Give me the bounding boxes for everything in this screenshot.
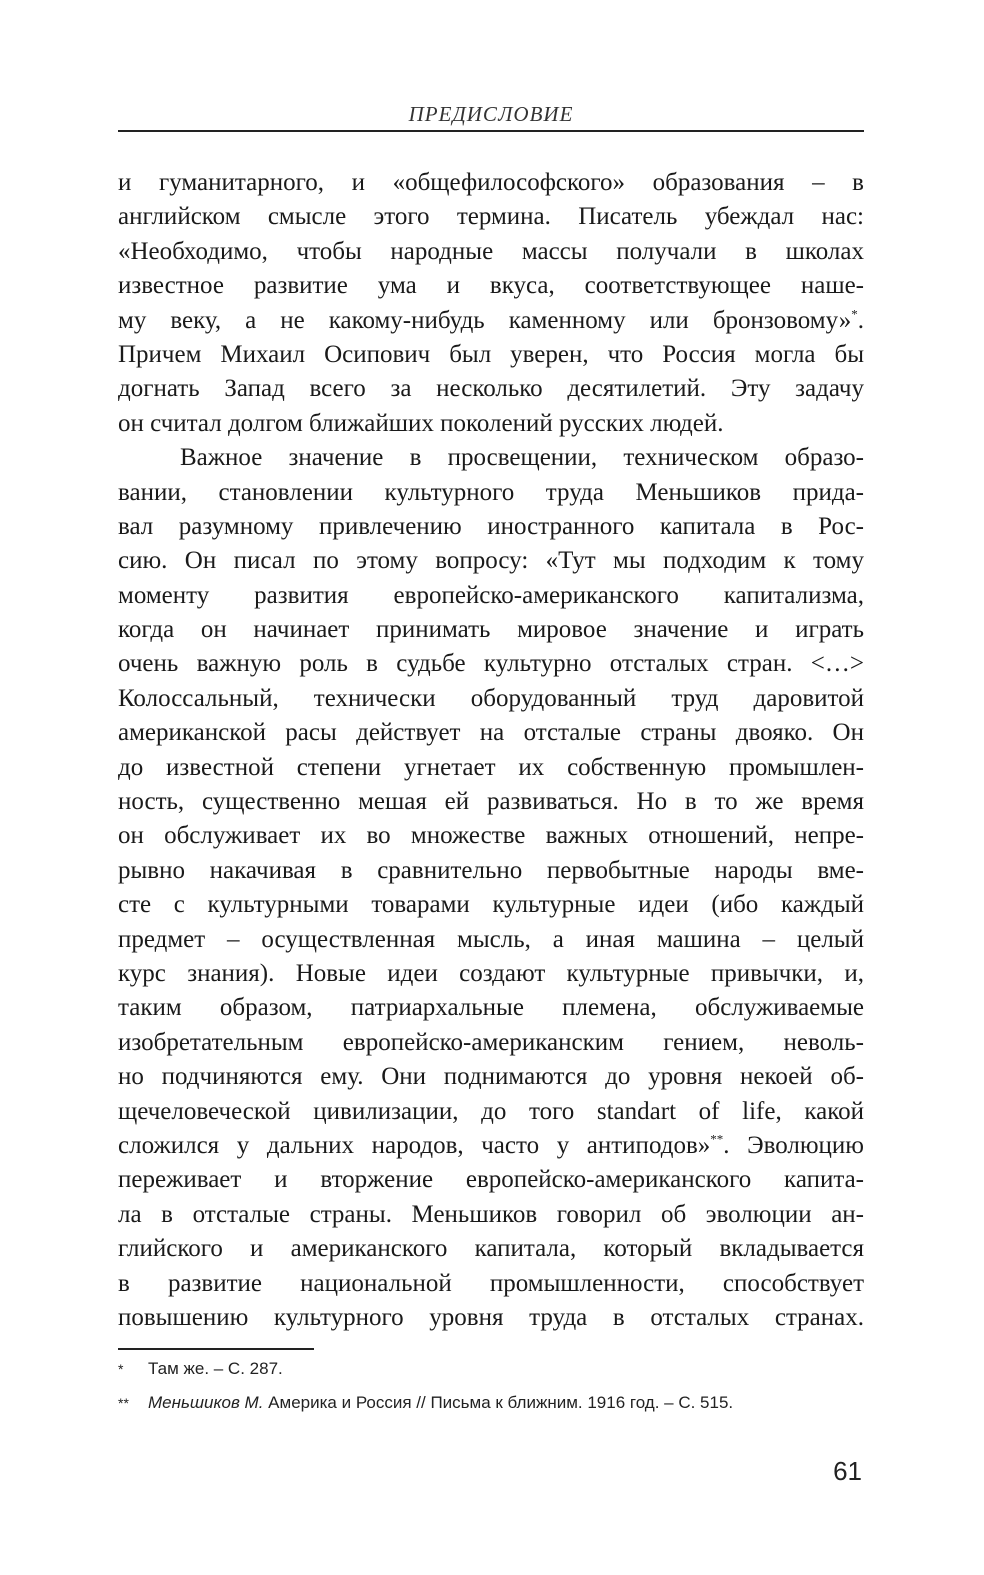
text-line: американской расы действует на отсталые страны двояко. Он: [118, 719, 864, 747]
text-line: очень важную роль в судьбе культурно отсталых стран. <…>: [118, 650, 864, 678]
footnote-text: Америка и Россия // Письма к ближним. 1916 год. – С. 515.: [263, 1393, 734, 1412]
text-line: рывно накачивая в сравнительно первобытные народы вме-: [118, 856, 864, 884]
footnotes: [118, 1354, 864, 1422]
text-line: Причем Михаил Осипович был уверен, что Россия могла бы: [118, 340, 864, 368]
text-line: сте с культурными товарами культурные идеи (ибо каждый: [118, 891, 864, 919]
text-line: ность, существенно мешая ей развиваться. Но в то же время: [118, 788, 864, 816]
text-line: до известной степени угнетает их собственную промышлен-: [118, 753, 864, 781]
text-line: известное развитие ума и вкуса, соответствующее наше-: [118, 272, 864, 300]
text-segment: му веку, а не какому-нибудь каменному или бронзовому»: [118, 306, 852, 334]
text-line: вал разумному привлечению иностранного капитала в Рос-: [118, 512, 864, 540]
text-line: курс знания). Новые идеи создают культурные привычки, и,: [118, 959, 864, 987]
text-line-indented: Важное значение в просвещении, техническом образо-: [180, 444, 864, 472]
text-line: моменту развития европейско-американского капитализма,: [118, 581, 864, 609]
text-line: щечеловеческой цивилизации, до того standart of life, какой: [118, 1097, 864, 1125]
body-text: [118, 166, 864, 1335]
text-line: предмет – осуществленная мысль, а иная машина – целый: [118, 925, 864, 953]
footnote-marker: **: [118, 1395, 129, 1411]
text-line: вании, становлении культурного труда Меньшиков прида-: [118, 478, 864, 506]
text-line: английском смысле этого термина. Писатель убеждал нас:: [118, 203, 864, 231]
text-line: он обслуживает их во множестве важных отношений, непре-: [118, 822, 864, 850]
page-number: 61: [833, 1456, 862, 1486]
text-line: переживает и вторжение европейско-американского капита-: [118, 1166, 864, 1194]
text-segment: .: [857, 306, 864, 334]
footnote-item: [118, 1388, 864, 1422]
footnote-item: [118, 1354, 864, 1388]
running-header: [118, 100, 864, 132]
footnote-author: Меньшиков М.: [148, 1393, 264, 1412]
text-line-with-footnote: [118, 304, 864, 338]
text-segment: . Эволюцию: [723, 1131, 864, 1159]
text-segment: сложился у дальних народов, часто у антиподов»: [118, 1131, 711, 1159]
footnote-ref: *: [851, 306, 858, 322]
text-line: в развитие национальной промышленности, способствует: [118, 1269, 864, 1297]
text-line: догнать Запад всего за несколько десятилетий. Эту задачу: [118, 375, 864, 403]
text-line: «Необходимо, чтобы народные массы получали в школах: [118, 237, 864, 265]
text-line: он считал долгом ближайших поколений русских людей.: [118, 409, 724, 437]
footnote-marker: *: [118, 1361, 124, 1377]
text-line: сию. Он писал по этому вопросу: «Тут мы подходим к тому: [118, 547, 864, 575]
footnote-text: Там же. – С. 287.: [148, 1359, 283, 1378]
text-line: повышению культурного уровня труда в отсталых странах.: [118, 1303, 864, 1331]
text-line: Колоссальный, технически оборудованный труд даровитой: [118, 684, 864, 712]
text-line: изобретательным европейско-американским гением, неволь-: [118, 1028, 864, 1056]
text-line: и гуманитарного, и «общефилософского» образования – в: [118, 169, 864, 196]
footnote-divider: [118, 1348, 314, 1350]
text-line-with-footnote: [118, 1129, 864, 1163]
text-line: таким образом, патриархальные племена, обслуживаемые: [118, 994, 864, 1022]
text-line: но подчиняются ему. Они поднимаются до уровня некоей об-: [118, 1063, 864, 1091]
text-line: когда он начинает принимать мировое значение и играть: [118, 616, 864, 644]
text-line: ла в отсталые страны. Меньшиков говорил об эволюции ан-: [118, 1200, 864, 1228]
footnote-ref: **: [710, 1131, 724, 1147]
header-title: ПРЕДИСЛОВИЕ: [408, 102, 574, 126]
text-line: глийского и американского капитала, который вкладывается: [118, 1235, 864, 1263]
